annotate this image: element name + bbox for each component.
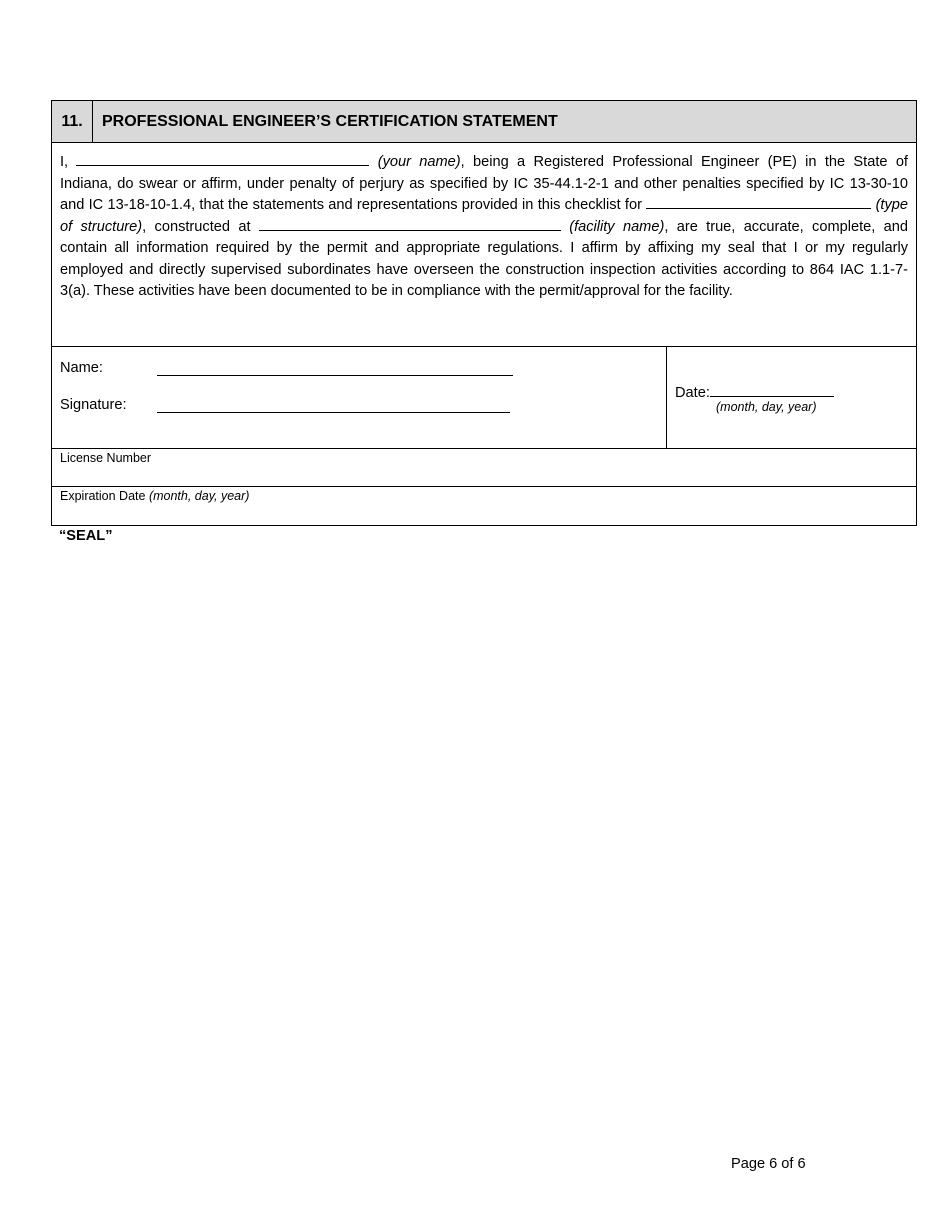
- date-label: Date:: [675, 385, 710, 401]
- expiration-date-row[interactable]: [52, 487, 916, 525]
- date-field[interactable]: [710, 382, 834, 397]
- section-header: [52, 101, 916, 143]
- engineer-name-field[interactable]: [76, 152, 369, 166]
- statement-intro: I,: [60, 154, 69, 170]
- structure-type-field[interactable]: [646, 195, 871, 209]
- signature-row: [52, 347, 916, 449]
- name-label: Name:: [60, 360, 103, 376]
- expiration-date-label: Expiration Date: [60, 489, 146, 503]
- section-title: PROFESSIONAL ENGINEER’S CERTIFICATION STATEMENT: [102, 112, 558, 130]
- certification-statement: [52, 143, 916, 347]
- expiration-date-hint: (month, day, year): [148, 489, 250, 503]
- facility-name-hint: (facility name): [569, 218, 665, 235]
- certification-form: [51, 100, 917, 526]
- date-hint: (month, day, year): [716, 400, 817, 414]
- date-group: [675, 382, 834, 401]
- signature-field[interactable]: [157, 411, 510, 413]
- name-field[interactable]: [157, 374, 513, 376]
- seal-label: “SEAL”: [59, 528, 113, 544]
- facility-name-field[interactable]: [259, 217, 561, 231]
- section-number: 11.: [52, 101, 93, 142]
- expiration-date-label-group: [60, 489, 249, 503]
- your-name-hint: (your name): [377, 154, 461, 170]
- statement-body-1: , being a Registered Professional Engineer (PE) in the State of Indiana, do swear or affirm, under penalty of perjury as specified by IC 35-44.1-2-1 and other penalties specified by IC 13-30-10 and IC 13-18-10-1.4, that the statements and representations provided in this checklist for: [60, 154, 908, 213]
- date-cell: [667, 347, 916, 448]
- name-signature-cell: [52, 347, 667, 448]
- statement-body-3: , are true, accurate, complete, and contain all information required by the permit and appropriate regulations. I affirm by affixing my seal that I or my regularly employed and directly supervised subordinates have overseen the construction inspection activities according to 864 IAC 1.1-7-3(a). These activities have been documented to be in compliance with the permit/approval for the facility.: [60, 218, 909, 299]
- signature-label: Signature:: [60, 397, 127, 413]
- page-number: Page 6 of 6: [731, 1156, 806, 1172]
- statement-body-2: , constructed at: [142, 218, 251, 235]
- license-number-label: License Number: [60, 451, 152, 465]
- license-number-row[interactable]: [52, 449, 916, 487]
- structure-type-hint: (type of structure): [60, 197, 909, 235]
